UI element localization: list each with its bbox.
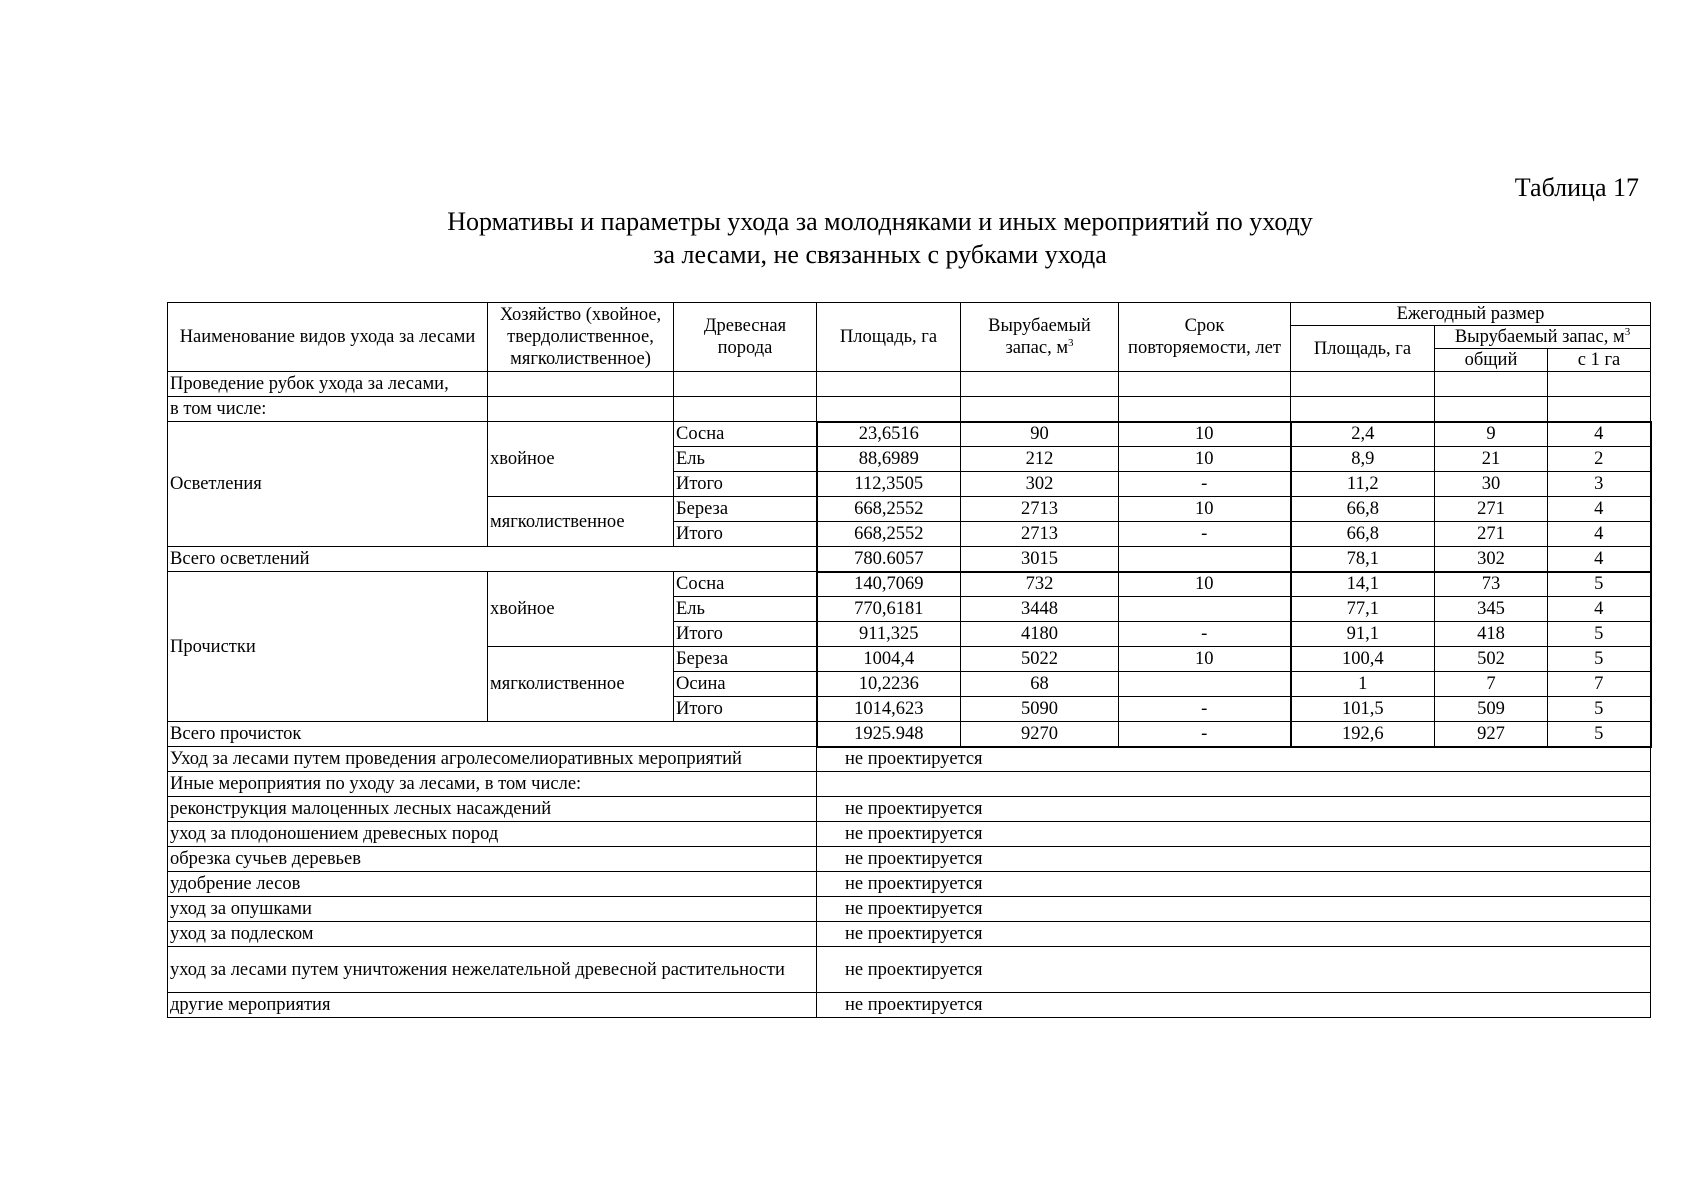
measure-label: уход за подлеском <box>168 922 817 947</box>
measure-status: не проектируется <box>817 822 1651 847</box>
species-cell: Итого <box>674 622 817 647</box>
measure-status: не проектируется <box>817 847 1651 872</box>
measure-status: не проектируется <box>817 747 1651 772</box>
measure-status: не проектируется <box>817 993 1651 1018</box>
measure-status: не проектируется <box>817 872 1651 897</box>
title-line-1: Нормативы и параметры ухода за молодняками и иных мероприятий по уходу <box>447 207 1313 236</box>
table-row <box>168 772 1651 797</box>
species-cell: Ель <box>674 447 817 472</box>
total-row: Всего прочисток 1925.948 9270 - 192,6 927 5 <box>168 722 1651 747</box>
economy-label: хвойное <box>488 572 674 647</box>
table-row: Ель 770,6181 3448 77,1 345 4 <box>168 597 1651 622</box>
measure-label: уход за плодоношением древесных пород <box>168 822 817 847</box>
header-volume-sup: 3 <box>1068 337 1074 349</box>
table-row <box>168 822 1651 847</box>
group-label: Осветления <box>168 422 488 547</box>
header-name: Наименование видов ухода за лесами <box>168 303 488 372</box>
header-annual-volume <box>1435 326 1651 349</box>
forest-care-table <box>167 302 1652 1018</box>
species-cell: Сосна <box>674 572 817 597</box>
table-row: Осина 10,2236 68 1 7 7 <box>168 672 1651 697</box>
table-row: мягколиственное Береза 1004,4 5022 10 100,4 502 5 <box>168 647 1651 672</box>
species-cell: Итого <box>674 697 817 722</box>
table-row <box>168 922 1651 947</box>
table-row <box>168 847 1651 872</box>
header-area: Площадь, га <box>817 303 961 372</box>
measure-label: удобрение лесов <box>168 872 817 897</box>
economy-label: мягколиственное <box>488 497 674 547</box>
measure-status: не проектируется <box>817 797 1651 822</box>
table-number: Таблица 17 <box>1514 173 1639 202</box>
species-cell: Береза <box>674 647 817 672</box>
header-annual: Ежегодный размер <box>1291 303 1651 326</box>
title-line-2: за лесами, не связанных с рубками ухода <box>653 240 1107 269</box>
group-label: Прочистки <box>168 572 488 722</box>
table-row: Осветления хвойное Сосна 23,6516 90 10 2,4 9 4 <box>168 422 1651 447</box>
total-label: Всего осветлений <box>168 547 817 572</box>
measure-label: обрезка сучьев деревьев <box>168 847 817 872</box>
species-cell: Осина <box>674 672 817 697</box>
header-economy: Хозяйство (хвойное, твердолиственное, мягколиственное) <box>488 303 674 372</box>
table-row <box>168 993 1651 1018</box>
measure-label: Иные мероприятия по уходу за лесами, в том числе: <box>168 772 817 797</box>
table-row: Итого 1014,623 5090 - 101,5 509 5 <box>168 697 1651 722</box>
economy-label: хвойное <box>488 422 674 497</box>
header-annual-volume-sup: 3 <box>1624 326 1631 338</box>
table-row: Прочистки хвойное Сосна 140,7069 732 10 14,1 73 5 <box>168 572 1651 597</box>
measure-label: реконструкция малоценных лесных насаждений <box>168 797 817 822</box>
header-volume <box>961 303 1119 372</box>
header-annual-area: Площадь, га <box>1291 326 1435 372</box>
table-row <box>168 747 1651 772</box>
species-cell: Береза <box>674 497 817 522</box>
measure-status: не проектируется <box>817 947 1651 993</box>
header-species: Древесная порода <box>674 303 817 372</box>
table-row <box>168 872 1651 897</box>
table-row <box>168 897 1651 922</box>
table-row: Ель 88,6989 212 10 8,9 21 2 <box>168 447 1651 472</box>
table-row: мягколиственное Береза 668,2552 2713 10 66,8 271 4 <box>168 497 1651 522</box>
intro-row-label: Проведение рубок ухода за лесами, <box>168 372 488 397</box>
measure-label: уход за лесами путем уничтожения нежелательной древесной растительности <box>168 947 817 993</box>
total-row: Всего осветлений 780.6057 3015 78,1 302 4 <box>168 547 1651 572</box>
species-cell: Сосна <box>674 422 817 447</box>
measure-status: не проектируется <box>817 922 1651 947</box>
header-period: Срок повторяемости, лет <box>1119 303 1291 372</box>
table-row: Итого 112,3505 302 - 11,2 30 3 <box>168 472 1651 497</box>
economy-label: мягколиственное <box>488 647 674 722</box>
measure-label: уход за опушками <box>168 897 817 922</box>
header-total: общий <box>1435 349 1548 372</box>
species-cell: Итого <box>674 472 817 497</box>
header-volume-text: Вырубаемый запас, м <box>988 316 1091 358</box>
table-row <box>168 797 1651 822</box>
measure-label: Уход за лесами путем проведения агролесомелиоративных мероприятий <box>168 747 817 772</box>
header-annual-volume-text: Вырубаемый запас, м <box>1454 327 1625 347</box>
header-per-ha: с 1 га <box>1548 349 1651 372</box>
table-row: Итого 911,325 4180 - 91,1 418 5 <box>168 622 1651 647</box>
table-row: Итого 668,2552 2713 - 66,8 271 4 <box>168 522 1651 547</box>
total-label: Всего прочисток <box>168 722 817 747</box>
intro-row-label: в том числе: <box>168 397 488 422</box>
measure-label: другие мероприятия <box>168 993 817 1018</box>
page-title <box>400 205 1360 271</box>
table-row <box>168 947 1651 993</box>
species-cell: Итого <box>674 522 817 547</box>
measure-status: не проектируется <box>817 897 1651 922</box>
species-cell: Ель <box>674 597 817 622</box>
